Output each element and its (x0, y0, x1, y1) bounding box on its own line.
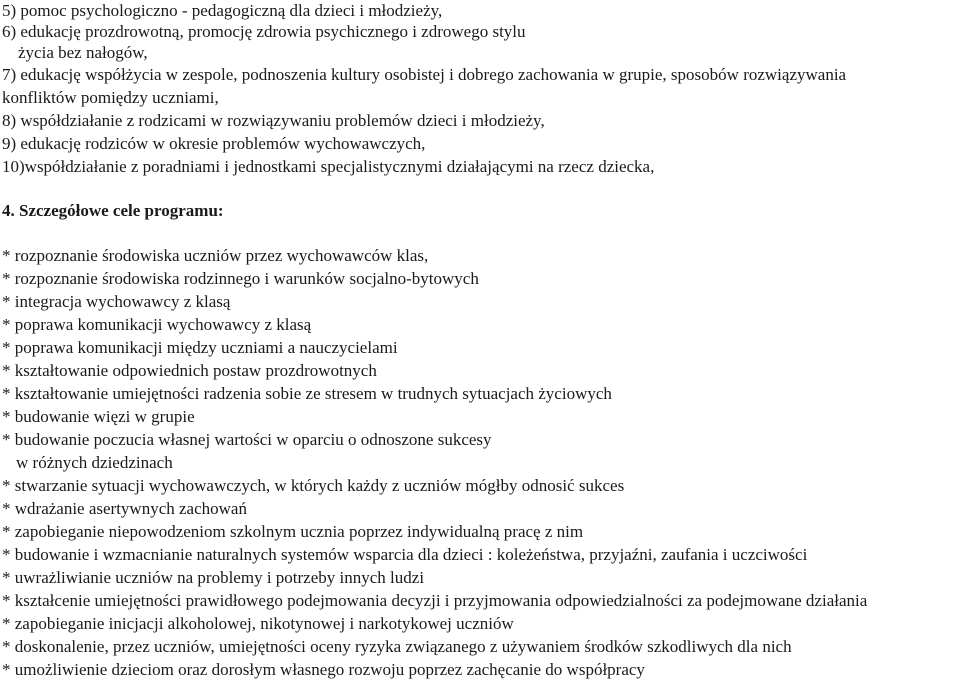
numbered-item: 5) pomoc psychologiczno - pedagogiczną dla dzieci i młodzieży, (2, 1, 443, 20)
goal-item: * poprawa komunikacji między uczniami a nauczycielami (2, 338, 398, 357)
numbered-item: 8) współdziałanie z rodzicami w rozwiązywaniu problemów dzieci i młodzieży, (2, 111, 545, 130)
section-heading: 4. Szczegółowe cele programu: (2, 201, 224, 220)
goal-item: * rozpoznanie środowiska rodzinnego i warunków socjalno-bytowych (2, 269, 479, 288)
numbered-item-continuation: konfliktów pomiędzy uczniami, (2, 88, 219, 107)
goal-item: * budowanie więzi w grupie (2, 407, 195, 426)
goal-item: * kształcenie umiejętności prawidłowego podejmowania decyzji i przyjmowania odpowiedzialności za podejmowane działania (2, 591, 868, 610)
goal-item: * wdrażanie asertywnych zachowań (2, 499, 247, 518)
numbered-item: 7) edukację współżycia w zespole, podnoszenia kultury osobistej i dobrego zachowania w grupie, sposobów rozwiązywania (2, 65, 847, 84)
goal-item: * budowanie poczucia własnej wartości w oparciu o odnoszone sukcesy (2, 430, 492, 449)
numbered-item: 6) edukację prozdrowotną, promocję zdrowia psychicznego i zdrowego stylu (2, 22, 526, 41)
goal-item-continuation: w różnych dziedzinach (16, 453, 173, 472)
goal-item: * stwarzanie sytuacji wychowawczych, w których każdy z uczniów mógłby odnosić sukces (2, 476, 625, 495)
goal-item: * poprawa komunikacji wychowawcy z klasą (2, 315, 312, 334)
goal-item: * uwrażliwianie uczniów na problemy i potrzeby innych ludzi (2, 568, 425, 587)
goal-item: * zapobieganie niepowodzeniom szkolnym ucznia poprzez indywidualną pracę z nim (2, 522, 584, 541)
goal-item: * kształtowanie odpowiednich postaw prozdrowotnych (2, 361, 377, 380)
goal-item: * integracja wychowawcy z klasą (2, 292, 231, 311)
goal-item: * zapobieganie inicjacji alkoholowej, nikotynowej i narkotykowej uczniów (2, 614, 514, 633)
numbered-item: 9) edukację rodziców w okresie problemów wychowawczych, (2, 134, 426, 153)
goal-item: * umożliwienie dzieciom oraz dorosłym własnego rozwoju poprzez zachęcanie do współpracy (2, 660, 645, 679)
goal-item: * budowanie i wzmacnianie naturalnych systemów wsparcia dla dzieci : koleżeństwa, przyjaźni, zaufania i uczciwości (2, 545, 808, 564)
goal-item: * doskonalenie, przez uczniów, umiejętności oceny ryzyka związanego z używaniem środków szkodliwych dla nich (2, 637, 792, 656)
goal-item: * rozpoznanie środowiska uczniów przez wychowawców klas, (2, 246, 429, 265)
numbered-item-continuation: życia bez nałogów, (18, 43, 148, 62)
numbered-item: 10)współdziałanie z poradniami i jednostkami specjalistycznymi działającymi na rzecz dziecka, (2, 157, 655, 176)
goal-item: * kształtowanie umiejętności radzenia sobie ze stresem w trudnych sytuacjach życiowych (2, 384, 612, 403)
